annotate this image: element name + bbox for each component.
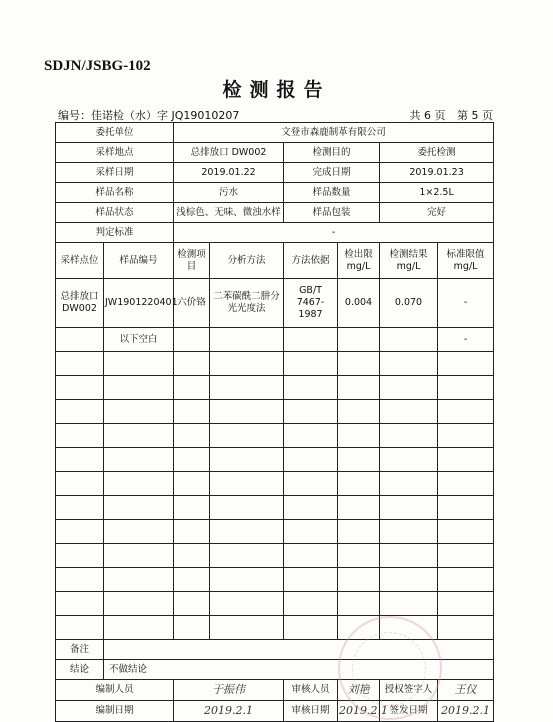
review-date-label: 审核日期: [284, 701, 338, 722]
document-code: SDJN/JSBG-102: [44, 58, 151, 74]
header-point: 采样点位: [56, 243, 104, 279]
remarks-label: 备注: [56, 640, 104, 660]
signer-signature: 王仪: [438, 680, 494, 701]
conclusion-label: 结论: [56, 660, 104, 680]
state-label: 样品状态: [56, 203, 174, 223]
client-row: [56, 123, 494, 143]
page-current: 第 5 页: [457, 109, 493, 122]
client-label: 委托单位: [56, 123, 174, 143]
report-title: 检测报告: [222, 79, 331, 101]
standard-label: 判定标准: [56, 223, 174, 243]
finish-date-value: 2019.01.23: [380, 163, 494, 183]
column-header-row: [56, 243, 494, 279]
table-row: [56, 279, 494, 328]
cell-result: 0.070: [380, 279, 438, 328]
blank-note-row: [56, 328, 494, 352]
cell-point: 总排放口 DW002: [56, 279, 104, 328]
sample-date-label: 采样日期: [56, 163, 174, 183]
header-result: 检测结果 mg/L: [380, 243, 438, 279]
standard-row: [56, 223, 494, 243]
header-item: 检测项目: [174, 243, 210, 279]
header-sample-no: 样品编号: [104, 243, 174, 279]
finish-date-label: 完成日期: [284, 163, 380, 183]
report-number: 编号：佳诺检（水）字 JQ19010207: [58, 109, 240, 122]
purpose-value: 委托检测: [380, 143, 494, 163]
blank-std: -: [438, 328, 494, 352]
reviewer-signature: 刘艳: [338, 680, 380, 701]
page-indicator: [402, 107, 494, 123]
conclusion-value: 不做结论: [104, 660, 494, 680]
site-label: 采样地点: [56, 143, 174, 163]
date-row: [56, 163, 494, 183]
cell-sample-no: JW1901220401: [104, 279, 174, 328]
official-seal-inner-ring: [352, 632, 426, 706]
qty-value: 1×2.5L: [380, 183, 494, 203]
sample-state-row: [56, 203, 494, 223]
sample-name-label: 样品名称: [56, 183, 174, 203]
package-label: 样品包装: [284, 203, 380, 223]
issue-date-label: 签发日期: [380, 701, 438, 722]
issue-date: 2019.2.1: [438, 701, 494, 722]
review-date: 2019.2.1: [338, 701, 380, 722]
signer-label: 授权签字人: [380, 680, 438, 701]
header-std: 标准限值 mg/L: [438, 243, 494, 279]
standard-value: -: [174, 223, 494, 243]
signature-date-row: [56, 701, 494, 722]
reviewer-label: 审核人员: [284, 680, 338, 701]
package-value: 完好: [380, 203, 494, 223]
sample-name-row: [56, 183, 494, 203]
cell-limit: 0.004: [338, 279, 380, 328]
state-value: 浅棕色、无味、微浊水样: [174, 203, 284, 223]
cell-std: -: [438, 279, 494, 328]
pages-total: 共 6 页: [409, 109, 446, 122]
header-method: 分析方法: [210, 243, 284, 279]
site-row: [56, 143, 494, 163]
purpose-label: 检测目的: [284, 143, 380, 163]
blank-note: 以下空白: [104, 328, 174, 352]
cell-basis: GB/T 7467-1987: [284, 279, 338, 328]
client-value: 文登市森鹿制革有限公司: [174, 123, 494, 143]
cell-item: 六价铬: [174, 279, 210, 328]
cell-method: 二苯碳酰二肼分光光度法: [210, 279, 284, 328]
header-basis: 方法依据: [284, 243, 338, 279]
sample-name-value: 污水: [174, 183, 284, 203]
compiler-signature: 于振伟: [174, 680, 284, 701]
compile-date: 2019.2.1: [174, 701, 284, 722]
site-value: 总排放口 DW002: [174, 143, 284, 163]
header-limit: 检出限 mg/L: [338, 243, 380, 279]
sample-date-value: 2019.01.22: [174, 163, 284, 183]
compiler-label: 编制人员: [56, 680, 174, 701]
compile-date-label: 编制日期: [56, 701, 174, 722]
qty-label: 样品数量: [284, 183, 380, 203]
